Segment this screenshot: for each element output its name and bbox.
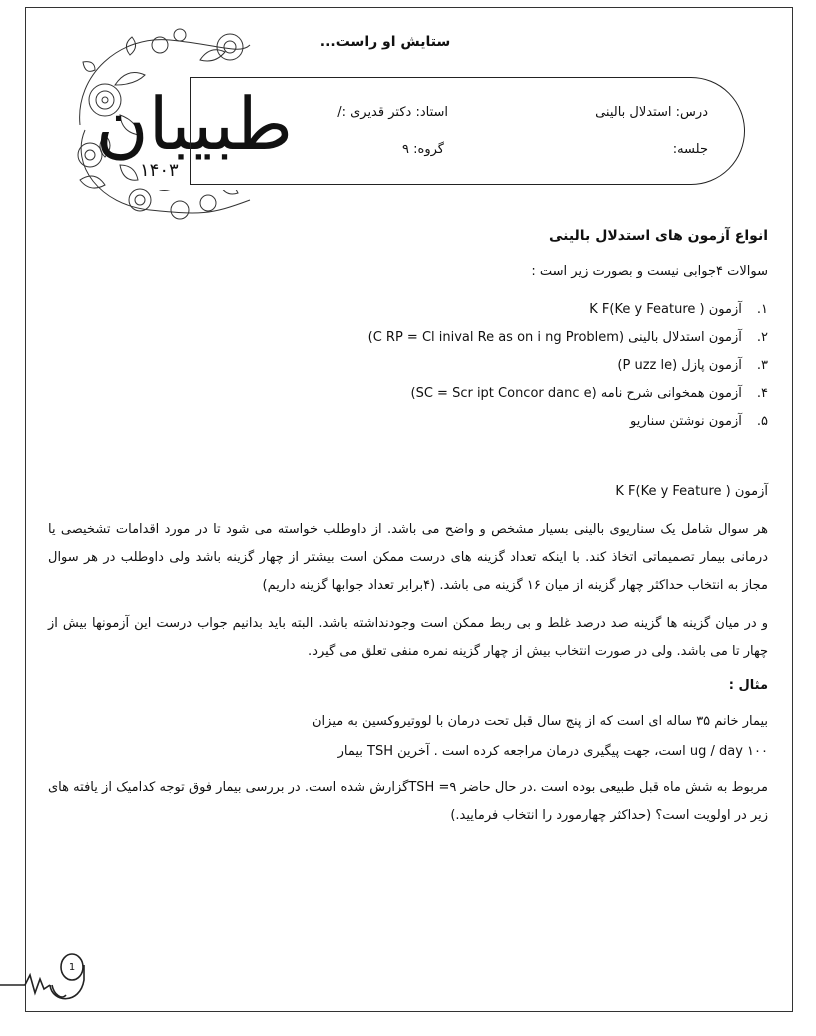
section-intro: سوالات ۴جوابی نیست و بصورت زیر است : [531, 264, 768, 279]
example-paragraph: مربوط به شش ماه قبل طبیعی بوده است .در حال حاضر ۹= TSHگزارش شده است. در بررسی بیمار فوق توجه کدامیک از یافته های زیر در اولویت است؟ (حداکثر چهارمورد را انتخاب فرمایید.) [48, 780, 768, 823]
header-box [190, 77, 745, 185]
group-label: گروه: ۹ [402, 142, 444, 157]
top-heading: ستایش او راست... [319, 34, 451, 50]
list-item: ۵. آزمون نوشتن سناریو [630, 414, 768, 429]
kf-paragraph-2: و در میان گزینه ها گزینه صد درصد غلط و بی ربط ممکن است وجودنداشته باشد. البته باید بدانیم جواب درست این آزمونها بیش از چهار تا می باشد. ولی در صورت انتخاب بیش از چهار گزینه نمره منفی تعلق می گیرد. [48, 616, 768, 659]
logo-year: ۱۴۰۳ [140, 160, 179, 181]
kf-paragraph-1: هر سوال شامل یک سناریوی بالینی بسیار مشخص و واضح می باشد. از داوطلب خواسته می شود تا در مورد اقدامات تشخیصی یا درمانی بیمار تصمیماتی اتخاذ کند. با اینکه تعداد گزینه های درست ممکن است بیشتر از چهار گزینه باشد ولی داوطلب در هر سوال مجاز به انتخاب حداکثر چهار گزینه از میان ۱۶ گزینه می باشد. (۴برابر تعداد جوابها گزینه داریم) [48, 522, 768, 593]
kf-heading: آزمون ( K F(Ke y Feature [615, 484, 768, 499]
teacher-label: استاد: دکتر قدیری :/ [337, 105, 448, 120]
list-item: ۴. آزمون همخوانی شرح نامه (SC = Scr ipt Concor danc e) [410, 386, 768, 401]
page-number: 1 [68, 962, 76, 973]
exam-types-list [288, 296, 768, 436]
example-line-2: ug / day ۱۰۰ است، جهت پیگیری درمان مراجعه کرده است . آخرین TSH بیمار [337, 744, 768, 759]
list-item: ۲. آزمون استدلال بالینی (C RP = Cl inival Re as on i ng Problem) [367, 330, 768, 345]
example-line-1: بیمار خانم ۳۵ ساله ای است که از پنج سال قبل تحت درمان با لووتیروکسین به میزان [311, 714, 768, 729]
list-item: ۱. آزمون ( K F(Ke y Feature [589, 302, 768, 317]
logo-wordmark: طبیبان [95, 82, 293, 166]
section-title: انواع آزمون های استدلال بالینی [548, 228, 768, 244]
list-item: ۳. آزمون پازل (P uzz le) [617, 358, 768, 373]
course-label: درس: استدلال بالینی [595, 105, 708, 120]
stethoscope-icon [0, 945, 110, 1015]
session-label: جلسه: [672, 142, 708, 157]
example-label: مثال : [728, 678, 768, 693]
